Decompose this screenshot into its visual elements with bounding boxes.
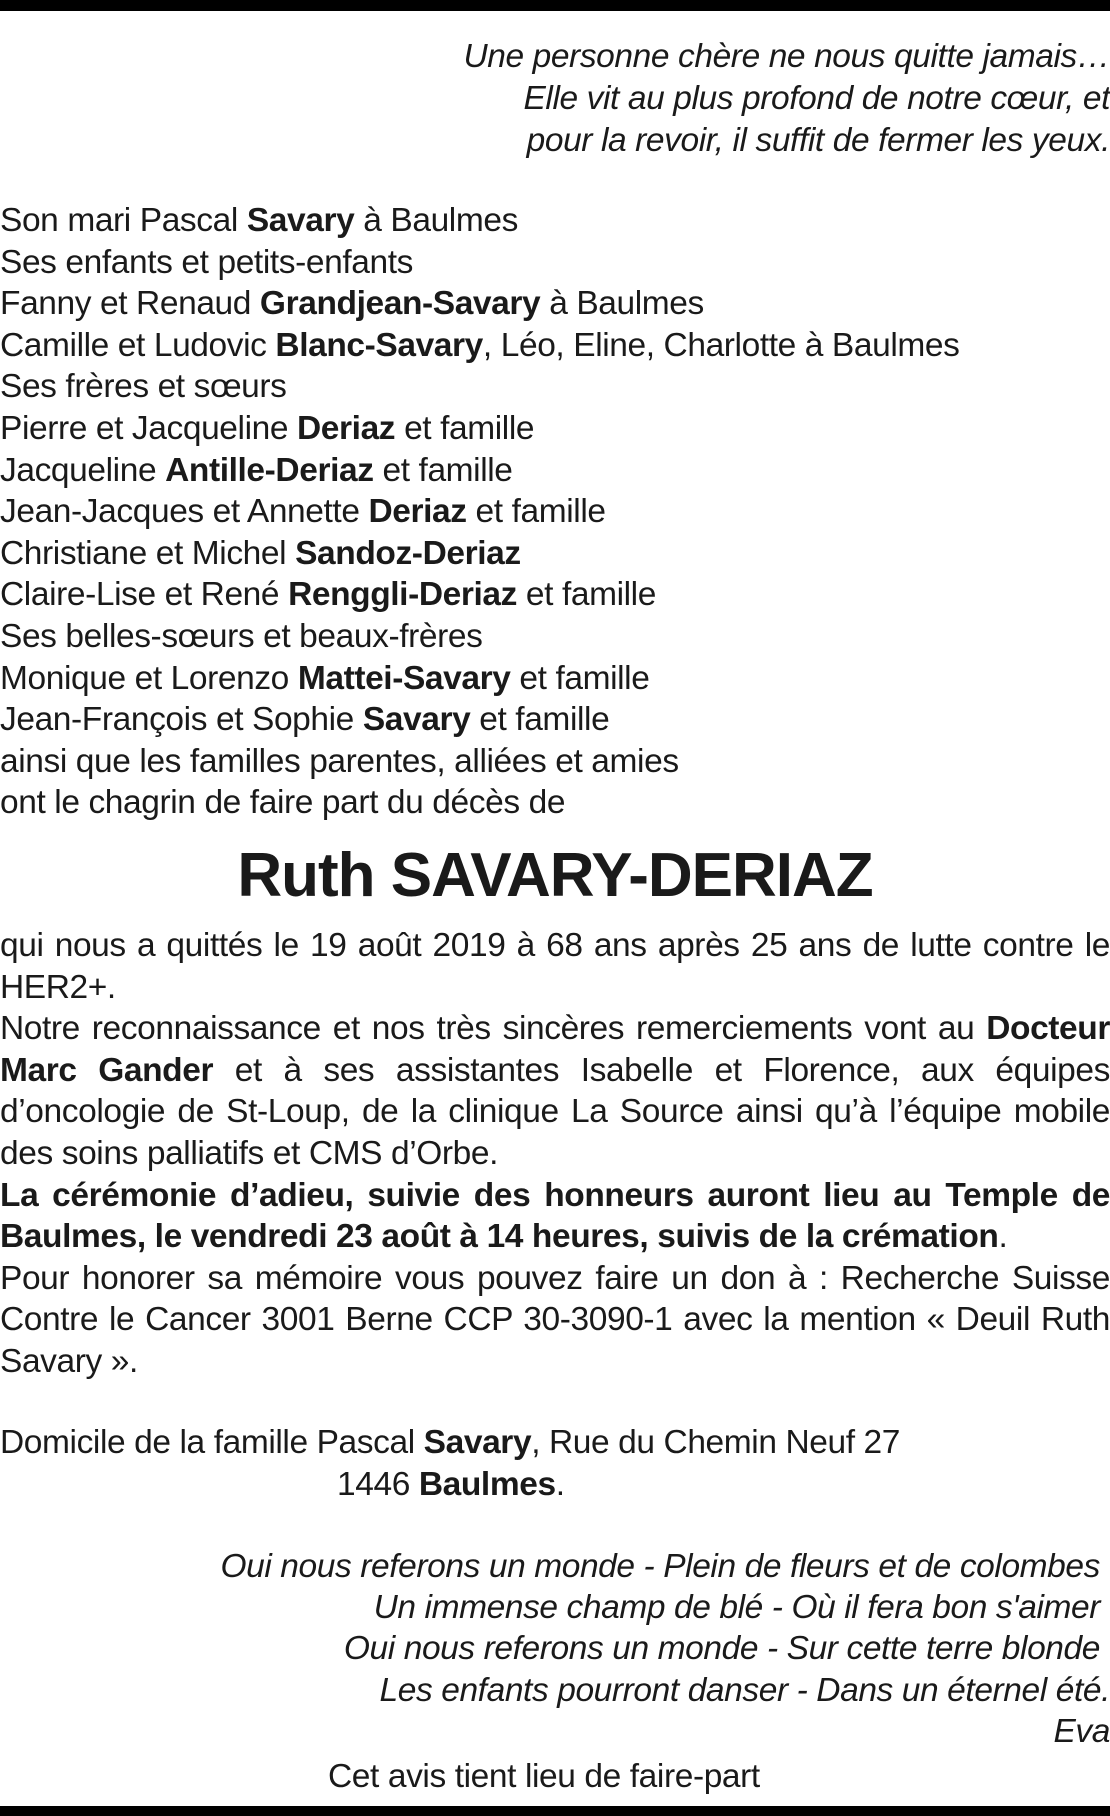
family-surname: Deriaz	[297, 409, 396, 447]
opening-quote	[0, 36, 1110, 162]
family-text: Jean-Jacques et Annette	[0, 493, 369, 531]
family-text: ainsi que les familles parentes, alliées et amies	[0, 742, 679, 780]
family-text: à Baulmes	[354, 202, 518, 239]
thanks-doctor: Docteur Marc Gander	[0, 1010, 1110, 1089]
family-text: et famille	[517, 576, 656, 614]
death-notice: qui nous a quittés le 19 août 2019 à 68 ans après 25 ans de lutte contre le HER2+.	[0, 927, 1110, 1006]
family-surname: Grandjean-Savary	[259, 285, 541, 323]
family-text: Jean-François et Sophie	[0, 701, 363, 739]
family-line	[0, 408, 1110, 450]
family-text: Jacqueline	[0, 451, 166, 489]
footer-note: Cet avis tient lieu de faire-part	[328, 1758, 760, 1795]
poem-author: Eva	[1053, 1712, 1110, 1750]
family-text: Ses belles-sœurs et beaux-frères	[0, 617, 483, 655]
family-text: et famille	[373, 451, 513, 489]
quote-line: Une personne chère ne nous quitte jamais…	[463, 38, 1110, 75]
family-text: Claire-Lise et René	[0, 576, 289, 614]
family-text: Fanny et Renaud	[0, 285, 260, 323]
bottom-rule	[0, 1806, 1110, 1816]
family-text: Camille et Ludovic	[0, 326, 276, 364]
family-surname: Savary	[362, 701, 471, 739]
family-surname: Savary	[246, 202, 355, 239]
family-line	[0, 242, 1110, 284]
family-line	[0, 283, 1110, 325]
address-postcode: 1446	[337, 1465, 419, 1503]
family-list	[0, 200, 1110, 824]
family-line	[0, 782, 1110, 824]
family-line	[0, 533, 1110, 575]
thanks-rest: et à ses assistantes Isabelle et Florence, aux équipes d’oncologie de St-Loup, de la clinique La Source ainsi qu’à l’équipe mobile des soins palliatifs et CMS d’Orbe.	[0, 1051, 1110, 1172]
address-line-2	[0, 1464, 1110, 1506]
family-text: et famille	[470, 701, 610, 739]
family-line	[0, 325, 1110, 367]
thanks-paragraph	[0, 1008, 1110, 1174]
address-text: Domicile de la famille Pascal	[0, 1424, 424, 1461]
address-end: .	[555, 1465, 565, 1503]
family-text: Monique et Lorenzo	[0, 659, 298, 697]
family-line	[0, 574, 1110, 616]
family-text: Christiane et Michel	[0, 534, 296, 572]
family-text: et famille	[510, 659, 650, 697]
ceremony-end: .	[998, 1218, 1008, 1256]
address-street: , Rue du Chemin Neuf 27	[531, 1424, 901, 1461]
family-text: et famille	[466, 493, 606, 531]
family-text: Ses enfants et petits-enfants	[0, 243, 413, 281]
closing-poem	[0, 1546, 1110, 1752]
deceased-name: Ruth SAVARY-DERIAZ	[237, 841, 873, 910]
family-surname: Antille-Deriaz	[165, 451, 374, 489]
family-text: Pierre et Jacqueline	[0, 409, 297, 447]
family-line	[0, 741, 1110, 783]
ceremony-text: La cérémonie d’adieu, suivie des honneurs auront lieu au Temple de Baulmes, le vendredi 23 août à 14 heures, suivis de la crémation	[0, 1176, 1110, 1256]
quote-line: Elle vit au plus profond de notre cœur, et	[523, 80, 1110, 117]
top-rule	[0, 0, 1110, 11]
family-line	[0, 200, 1110, 242]
ceremony-paragraph	[0, 1175, 1110, 1258]
thanks-intro: Notre reconnaissance et nos très sincères remerciements vont au	[0, 1010, 987, 1048]
address-name: Savary	[423, 1424, 532, 1461]
family-line	[0, 450, 1110, 492]
poem-line: Oui nous referons un monde - Plein de fleurs et de colombes	[220, 1548, 1100, 1585]
family-text: à Baulmes	[540, 285, 704, 323]
family-text: Son mari Pascal	[0, 202, 247, 239]
family-line	[0, 616, 1110, 658]
family-line	[0, 491, 1110, 533]
family-text: , Léo, Eline, Charlotte à Baulmes	[482, 326, 960, 364]
family-surname: Blanc-Savary	[275, 326, 483, 364]
donation-paragraph: Pour honorer sa mémoire vous pouvez faire un don à : Recherche Suisse Contre le Cancer 3001 Berne CCP 30-3090-1 avec la mention « Deuil Ruth Savary ».	[0, 1259, 1110, 1380]
address-town: Baulmes	[418, 1465, 556, 1503]
family-text: ont le chagrin de faire part du décès de	[0, 784, 566, 822]
notice-body	[0, 925, 1110, 1383]
family-address	[0, 1422, 1110, 1505]
family-line	[0, 699, 1110, 741]
family-line	[0, 658, 1110, 700]
family-text: Ses frères et sœurs	[0, 368, 287, 406]
poem-line: Oui nous referons un monde - Sur cette terre blonde	[343, 1630, 1100, 1668]
family-surname: Sandoz-Deriaz	[295, 534, 521, 572]
family-surname: Renggli-Deriaz	[288, 576, 517, 614]
poem-line: Un immense champ de blé - Où il fera bon s'aimer	[373, 1589, 1100, 1627]
family-line	[0, 366, 1110, 408]
poem-line: Les enfants pourront danser - Dans un éternel été.	[379, 1671, 1110, 1709]
family-surname: Mattei-Savary	[297, 659, 511, 697]
family-surname: Deriaz	[368, 493, 467, 531]
quote-line: pour la revoir, il suffit de fermer les yeux.	[526, 122, 1110, 159]
address-line-1	[0, 1422, 1110, 1464]
family-text: et famille	[395, 409, 535, 447]
